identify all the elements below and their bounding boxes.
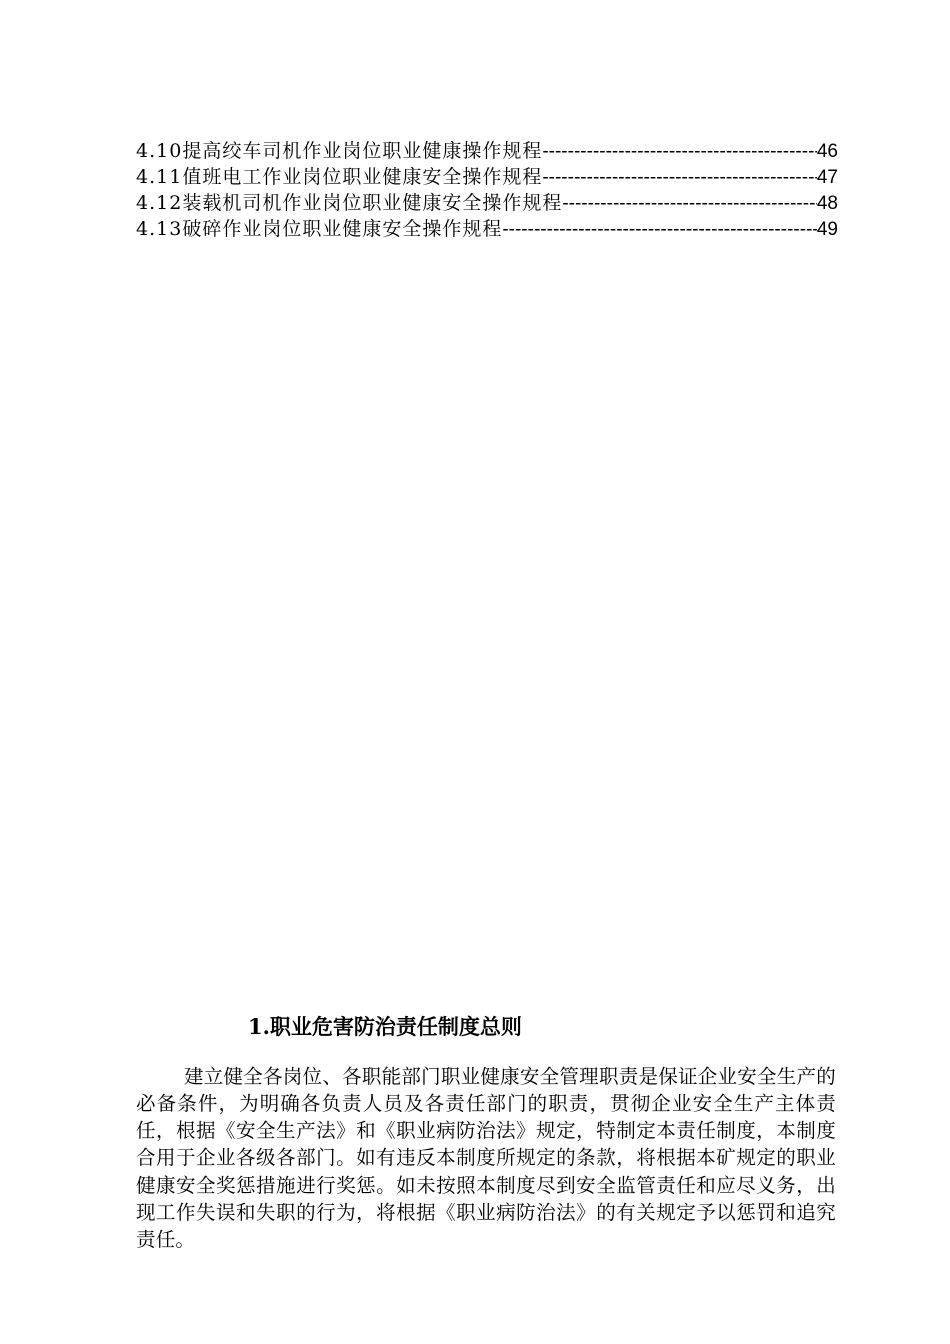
toc-entry-title: 值班电工作业岗位职业健康安全操作规程 (182, 166, 543, 188)
toc-entry[interactable] (136, 164, 838, 190)
toc-entry-page: 48 (816, 193, 838, 214)
toc-entry[interactable] (136, 216, 838, 242)
toc-entry-page: 47 (816, 167, 838, 188)
toc-entry-number: 4.13 (136, 218, 183, 240)
toc-entry-page: 46 (816, 141, 838, 162)
toc-entry-number: 4.10 (136, 140, 183, 162)
toc-dot-leader (542, 165, 817, 190)
toc-entry[interactable] (136, 190, 838, 216)
toc-entry-page: 49 (816, 219, 838, 240)
toc-entry-number: 4.12 (136, 192, 183, 214)
toc-dot-leader (562, 191, 817, 216)
toc-entry-title: 提高绞车司机作业岗位职业健康操作规程 (182, 140, 543, 162)
section-body-paragraph: 建立健全各岗位、各职能部门职业健康安全管理职责是保证企业安全生产的必备条件，为明确各负责人员及各责任部门的职责，贯彻企业安全生产主体责任，根据《安全生产法》和《职业病防治法》规定，特制定本责任制度，本制度合用于企业各级各部门。如有违反本制度所规定的条款，将根据本矿规定的职业健康安全奖惩措施进行奖惩。如未按照本制度尽到安全监管责任和应尽义务，出现工作失误和失职的行为，将根据《职业病防治法》的有关规定予以惩罚和追究责任。 (136, 1064, 836, 1252)
toc-entry-title: 破碎作业岗位职业健康安全操作规程 (182, 218, 503, 240)
toc-entry-number: 4.11 (136, 166, 183, 188)
section-heading: 1.职业危害防治责任制度总则 (248, 1014, 522, 1039)
table-of-contents (136, 138, 838, 242)
toc-dot-leader (502, 217, 817, 242)
toc-dot-leader (542, 139, 817, 164)
toc-entry[interactable] (136, 138, 838, 164)
toc-entry-title: 装载机司机作业岗位职业健康安全操作规程 (182, 192, 563, 214)
